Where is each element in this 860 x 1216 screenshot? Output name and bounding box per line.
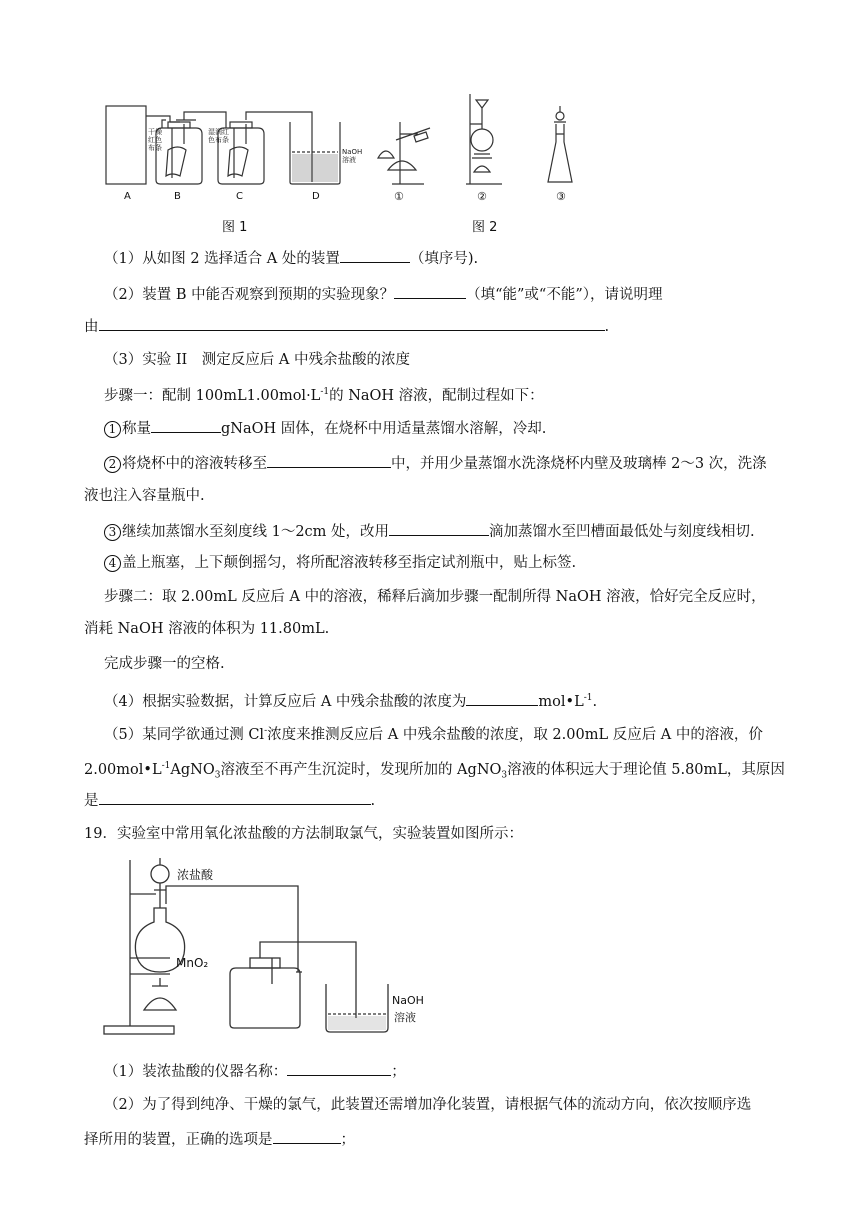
fig1-label-b: B (174, 191, 181, 202)
fig1-label-c: C (236, 191, 243, 202)
q1-line: （1）从如图 2 选择适合 A 处的装置 （填序号). (104, 247, 478, 269)
fig2-label-3: ③ (556, 190, 566, 203)
fig1-c-note: 湿润红色布条 (208, 128, 229, 144)
fig3-solution-label: 溶液 (394, 1011, 416, 1024)
q5-line-2: $2.00mol•L^{-1}AgNO_3$溶液至不再产生沉淀时，发现所加的 AgNO$_3$溶液的体积远大于理论值 5.80mL，其原因 (84, 761, 785, 781)
q2-line: （2）装置 B 中能否观察到预期的实验现象？ （填“能”或“不能”），请说明理 (104, 283, 663, 305)
fig3-naoh-label: NaOH (392, 994, 424, 1007)
fig1-label-d: D (312, 191, 320, 202)
transfer-vessel-blank[interactable] (267, 452, 391, 468)
step1-item-3: 3 继续加蒸馏水至刻度线 1～2cm 处，改用 滴加蒸馏水至凹槽面最低处与刻度线相切. (104, 520, 755, 542)
step1-item-4: 4 盖上瓶塞，上下颠倒摇匀，将所配溶液转移至指定试剂瓶中，贴上标签. (104, 553, 576, 573)
step1-item-2: 2 将烧杯中的溶液转移至 中，并用少量蒸馏水洗涤烧杯内壁及玻璃棒 2～3 次，洗涤 (104, 452, 767, 474)
fig1-b-note: 干燥红色布条 (148, 128, 162, 152)
q1-answer-blank[interactable] (340, 247, 410, 263)
q2-reason-blank[interactable] (99, 315, 605, 331)
figure-chlorine-apparatus (100, 854, 440, 1040)
fill-prompt: 完成步骤一的空格. (104, 656, 225, 672)
fig2-label-1: ① (394, 190, 404, 203)
circled-number-3: 3 (104, 524, 121, 541)
q19-2-line-1: （2）为了得到纯净、干燥的氯气，此装置还需增加净化装置，请根据气体的流动方向，依次按顺序选 (104, 1097, 752, 1113)
q5-line-1: （5）某同学欲通过测 Cl-浓度来推测反应后 A 中残余盐酸的浓度，取 2.00mL 反应后 A 中的溶液，价 (104, 726, 763, 743)
fig2-label-2: ② (477, 190, 487, 203)
step2-line-2: 消耗 NaOH 溶液的体积为 11.80mL. (84, 621, 330, 637)
step2-line-1: 步骤二：取 2.00mL 反应后 A 中的溶液，稀释后滴加步骤一配制所得 NaOH 溶液，恰好完全反应时， (104, 589, 766, 605)
fig3-hcl-label: 浓盐酸 (177, 868, 214, 882)
circled-number-2: 2 (104, 456, 121, 473)
fig2-caption: 图 2 (472, 220, 498, 235)
q5-line-3: 是 . (84, 789, 375, 811)
q19-1-answer-blank[interactable] (287, 1060, 391, 1076)
figure-2-apparatus (370, 88, 590, 188)
q19-1-line: （1）装浓盐酸的仪器名称： ； (104, 1060, 406, 1082)
q19-stem: 19．实验室中常用氧化浓盐酸的方法制取氯气，实验装置如图所示： (84, 826, 523, 842)
q4-answer-blank[interactable] (466, 690, 538, 706)
q19-2-answer-blank[interactable] (273, 1128, 341, 1144)
step1-heading: 步骤一：配制 $100mL1.00mol\cdot L^{-1}$的 NaOH 溶液，配制过程如下： (104, 387, 544, 404)
fig1-caption: 图 1 (222, 220, 248, 235)
q3-title: （3）实验 II 测定反应后 A 中残余盐酸的浓度 (104, 352, 410, 368)
fig3-mno2-label: MnO₂ (176, 956, 209, 970)
q2-reason-line: 由 . (84, 315, 609, 337)
step1-item-1: 1 称量 gNaOH 固体，在烧杯中用适量蒸馏水溶解，冷却. (104, 417, 546, 439)
circled-number-4: 4 (104, 555, 121, 572)
dropper-blank[interactable] (389, 520, 489, 536)
q19-2-line-2: 择所用的装置，正确的选项是 ； (84, 1128, 355, 1150)
circled-number-1: 1 (104, 421, 121, 438)
q5-reason-blank[interactable] (99, 789, 371, 805)
q4-line: （4）根据实验数据，计算反应后 A 中残余盐酸的浓度为 $mol•L^{-1}$. (104, 688, 597, 712)
step1-item-2-cont: 液也注入容量瓶中. (84, 488, 205, 504)
fig1-d-note: NaOH溶液 (342, 148, 363, 164)
fig1-label-a: A (124, 191, 131, 202)
weigh-mass-blank[interactable] (151, 417, 221, 433)
q2-answer-blank[interactable] (394, 283, 466, 299)
